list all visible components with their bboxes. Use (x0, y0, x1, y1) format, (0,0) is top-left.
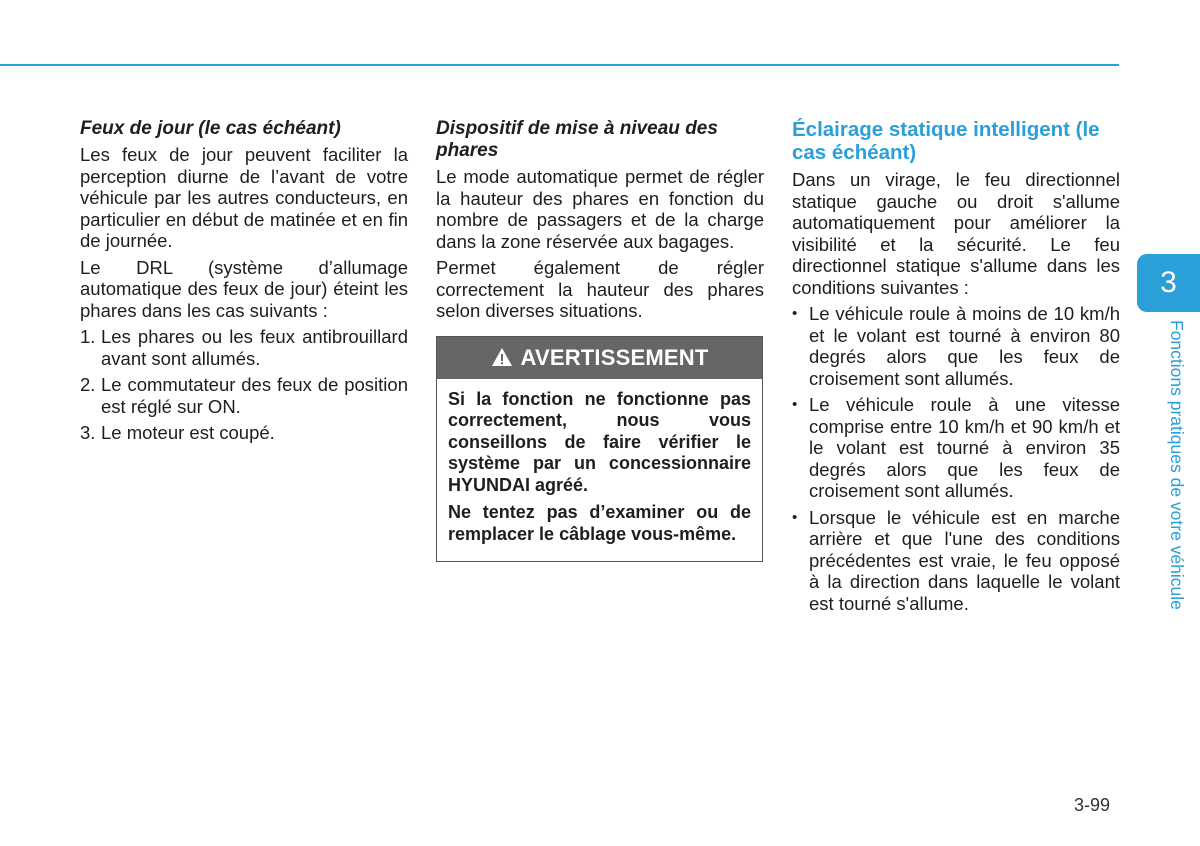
bullet-icon: • (792, 396, 798, 413)
list-item-text: Lorsque le véhicule est en marche arrière et que l'une des conditions précédentes est vraie, le feu opposé à la direction dans laquelle le volant est tourné s'allume. (809, 506, 1120, 614)
page-number: 3-99 (1074, 795, 1111, 815)
list-item (792, 303, 1120, 389)
paragraph: Le mode automatique permet de régler la hauteur des phares en fonction du nombre de passagers et de la charge dans la zone réservée aux bagages. (436, 166, 764, 252)
list-number: 3. (80, 422, 96, 443)
list-item (80, 326, 408, 369)
warning-box (436, 336, 763, 563)
bullet-list (792, 303, 1120, 614)
list-item-text: Le véhicule roule à moins de 10 km/h et le volant est tourné à environ 80 degrés alors que les feux de croisement sont allumés. (809, 303, 1120, 389)
section-heading-drl: Feux de jour (le cas échéant) (80, 118, 341, 139)
list-item (80, 422, 408, 444)
column-headlamp-leveling (436, 118, 764, 562)
list-item-text: Le véhicule roule à une vitesse comprise entre 10 km/h et 90 km/h et le volant est tourné à environ 35 degrés alors que les feux de croisement sont allumés. (809, 394, 1120, 501)
paragraph: Le DRL (système d’allumage automatique des feux de jour) éteint les phares dans les cas suivants : (80, 256, 408, 321)
warning-header (437, 337, 762, 379)
list-item (792, 394, 1120, 502)
header-rule (0, 64, 1119, 66)
list-item-text: Les phares ou les feux antibrouillard avant sont allumés. (101, 326, 408, 369)
warning-paragraph: Si la fonction ne fonctionne pas correctement, nous vous conseillons de faire vérifier le système par un concessionnaire HYUNDAI agréé. (448, 388, 751, 495)
column-drl (80, 118, 408, 449)
warning-title: AVERTISSEMENT (520, 344, 709, 370)
section-heading-static-light: Éclairage statique intelligent (le cas échéant) (792, 118, 1100, 164)
bullet-icon: • (792, 508, 798, 526)
list-number: 2. (80, 374, 96, 395)
section-heading-leveling: Dispositif de mise à niveau des phares (436, 118, 718, 161)
paragraph: Dans un virage, le feu directionnel statique gauche ou droit s'allume automatiquement pour améliorer la visibilité et la sécurité. Le feu directionnel statique s'allume dans les conditions suivantes : (792, 169, 1120, 298)
chapter-tab: 3 (1137, 254, 1200, 312)
column-static-bending-light (792, 118, 1120, 619)
warning-body (437, 379, 762, 562)
numbered-list (80, 326, 408, 444)
bullet-icon: • (792, 305, 798, 322)
list-number: 1. (80, 326, 96, 347)
paragraph: Permet également de régler correctement la hauteur des phares selon diverses situations. (436, 257, 764, 321)
paragraph: Les feux de jour peuvent faciliter la perception diurne de l’avant de votre véhicule par les autres conducteurs, en particulier en début de matinée et en fin de journée. (80, 144, 408, 251)
list-item-text: Le moteur est coupé. (101, 422, 275, 443)
list-item (792, 507, 1120, 615)
chapter-title: Fonctions pratiques de votre véhicule (1167, 320, 1187, 610)
warning-paragraph: Ne tentez pas d’examiner ou de remplacer le câblage vous-même. (448, 502, 751, 544)
list-item-text: Le commutateur des feux de position est réglé sur ON. (101, 374, 408, 417)
list-item (80, 374, 408, 417)
warning-triangle-icon (491, 347, 513, 367)
